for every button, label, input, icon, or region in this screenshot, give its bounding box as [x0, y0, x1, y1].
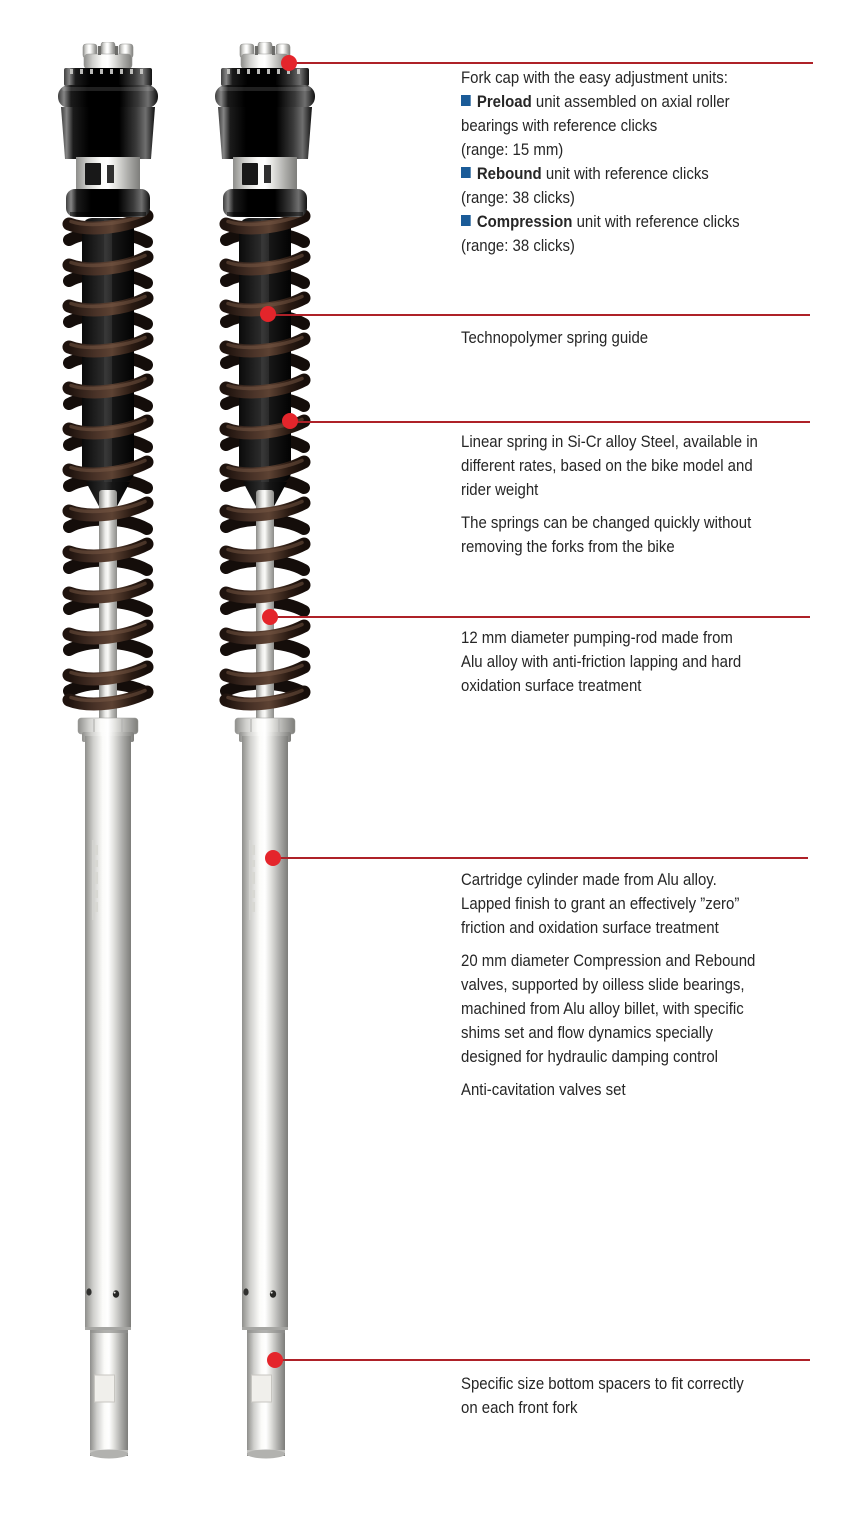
- text-line: oxidation surface treatment: [461, 676, 642, 695]
- text-line: Linear spring in Si-Cr alloy Steel, available in: [461, 432, 758, 451]
- callout-line-bottom-spacers: [275, 1359, 810, 1361]
- text-line: rider weight: [461, 480, 539, 499]
- paragraph: [461, 868, 755, 940]
- callout-dot-fork-cap: [281, 55, 297, 71]
- callout-line-cartridge: [273, 857, 808, 859]
- text-line: The springs can be changed quickly without: [461, 513, 752, 532]
- text-line: 20 mm diameter Compression and Rebound: [461, 951, 756, 970]
- callout-line-pumping-rod: [270, 616, 810, 618]
- paragraph: [461, 1078, 755, 1102]
- text-line: removing the forks from the bike: [461, 537, 675, 556]
- bullet-square-icon: [461, 167, 471, 178]
- text-line: Lapped finish to grant an effectively ”zero”: [461, 894, 740, 913]
- text-line: on each front fork: [461, 1398, 578, 1417]
- text-line: valves, supported by oilless slide bearings,: [461, 975, 745, 994]
- bullet-square-icon: [461, 95, 471, 106]
- text-span: unit with reference clicks: [541, 164, 709, 183]
- callout-text-spring: [461, 430, 758, 559]
- bullet-square-icon: [461, 215, 471, 226]
- text-line: designed for hydraulic damping control: [461, 1047, 718, 1066]
- text-line: (range: 38 clicks): [461, 236, 575, 255]
- text-line: (range: 38 clicks): [461, 188, 575, 207]
- text-line: Cartridge cylinder made from Alu alloy.: [461, 870, 717, 889]
- text-line: 12 mm diameter pumping-rod made from: [461, 628, 733, 647]
- bold-term: Preload: [476, 92, 532, 111]
- bold-term: Rebound: [476, 164, 542, 183]
- bold-term: Compression: [476, 212, 573, 231]
- callout-dot-cartridge: [265, 850, 281, 866]
- callout-text-fork-cap: [461, 66, 740, 258]
- fork-cartridge-right-photo: [185, 42, 345, 1462]
- callout-text-spring-guide: [461, 326, 648, 350]
- text-line: Technopolymer spring guide: [461, 328, 649, 347]
- text-line: bearings with reference clicks: [461, 116, 658, 135]
- text-line: [461, 162, 740, 186]
- text-line: different rates, based on the bike model and: [461, 456, 753, 475]
- paragraph: [461, 949, 755, 1069]
- text-line: [461, 210, 740, 234]
- paragraph: [461, 511, 758, 559]
- paragraph: [461, 430, 758, 502]
- text-span: unit assembled on axial roller: [531, 92, 730, 111]
- text-span: unit with reference clicks: [572, 212, 740, 231]
- text-line: Anti-cavitation valves set: [461, 1080, 626, 1099]
- text-line: friction and oxidation surface treatment: [461, 918, 719, 937]
- callout-line-fork-cap: [289, 62, 813, 64]
- text-line: shims set and flow dynamics specially: [461, 1023, 713, 1042]
- callout-line-spring-guide: [268, 314, 810, 316]
- callout-line-spring: [290, 421, 810, 423]
- callout-dot-bottom-spacers: [267, 1352, 283, 1368]
- callout-dot-spring: [282, 413, 298, 429]
- text-line: Alu alloy with anti-friction lapping and hard: [461, 652, 742, 671]
- callout-text-pumping-rod: [461, 626, 741, 698]
- fork-cartridge-left-photo: [28, 42, 188, 1462]
- callout-dot-pumping-rod: [262, 609, 278, 625]
- callout-text-cartridge: [461, 868, 755, 1102]
- text-line: Fork cap with the easy adjustment units:: [461, 68, 728, 87]
- text-line: [461, 90, 740, 114]
- text-line: machined from Alu alloy billet, with specific: [461, 999, 744, 1018]
- text-line: Specific size bottom spacers to fit correctly: [461, 1374, 744, 1393]
- callout-text-bottom-spacers: [461, 1372, 744, 1420]
- callout-dot-spring-guide: [260, 306, 276, 322]
- text-line: (range: 15 mm): [461, 140, 564, 159]
